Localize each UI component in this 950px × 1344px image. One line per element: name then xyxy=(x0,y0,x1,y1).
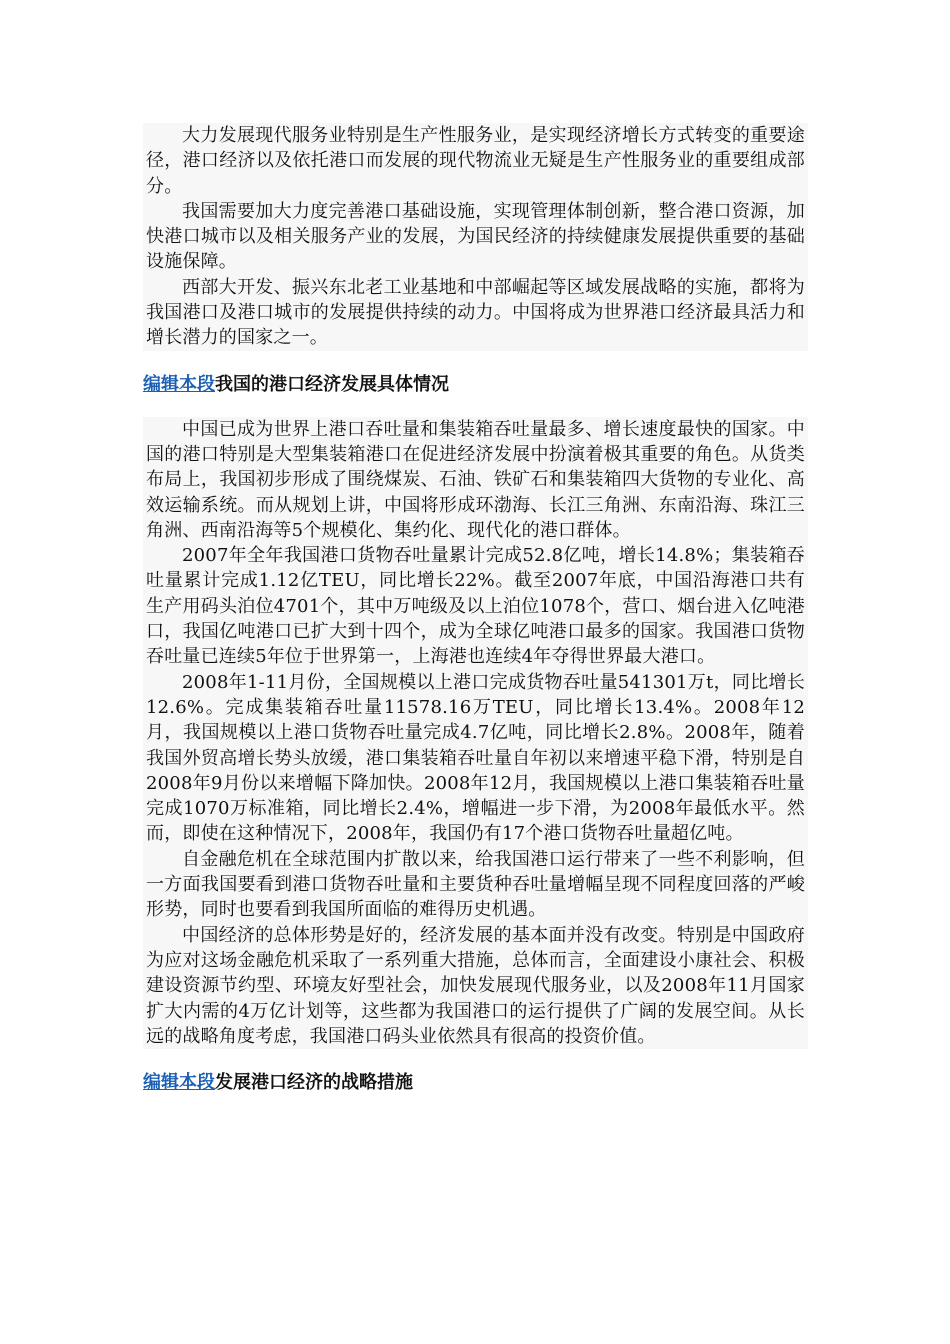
paragraph: 2007年全年我国港口货物吞吐量累计完成52.8亿吨，增长14.8%；集装箱吞吐量累计完成1.12亿TEU，同比增长22%。截至2007年底，中国沿海港口共有生产用码头泊位4701个，其中万吨级及以上泊位1078个，营口、烟台进入亿吨港口，我国亿吨港口已扩大到十四个，成为全球亿吨港口最多的国家。我国港口货物吞吐量已连续5年位于世界第一，上海港也连续4年夺得世界最大港口。 xyxy=(146,545,805,668)
section-title: 发展港口经济的战略措施 xyxy=(215,1072,413,1094)
section-heading-port-economy-status xyxy=(143,372,808,397)
paragraph: 西部大开发、振兴东北老工业基地和中部崛起等区域发展战略的实施，都将为我国港口及港口城市的发展提供持续的动力。中国将成为世界港口经济最具活力和增长潜力的国家之一。 xyxy=(146,276,805,349)
paragraph: 自金融危机在全球范围内扩散以来，给我国港口运行带来了一些不利影响，但一方面我国要看到港口货物吞吐量和主要货种吞吐量增幅呈现不同程度回落的严峻形势，同时也要看到我国所面临的难得历史机遇。 xyxy=(146,848,805,921)
paragraph: 我国需要加大力度完善港口基础设施，实现管理体制创新，整合港口资源，加快港口城市以及相关服务产业的发展，为国民经济的持续健康发展提供重要的基础设施保障。 xyxy=(146,200,805,273)
spacer xyxy=(143,1049,808,1070)
paragraph: 大力发展现代服务业特别是生产性服务业，是实现经济增长方式转变的重要途径，港口经济以及依托港口而发展的现代物流业无疑是生产性服务业的重要组成部分。 xyxy=(146,125,805,197)
article-column xyxy=(143,123,808,1095)
paragraph: 中国经济的总体形势是好的，经济发展的基本面并没有改变。特别是中国政府为应对这场金融危机采取了一系列重大措施，总体而言，全面建设小康社会、积极建设资源节约型、环境友好型社会，加快发展现代服务业，以及2008年11月国家扩大内需的4万亿计划等，这些都为我国港口的运行提供了广阔的发展空间。从长远的战略角度考虑，我国港口码头业依然具有很高的投资价值。 xyxy=(146,924,805,1047)
spacer xyxy=(143,351,808,372)
section-title: 我国的港口经济发展具体情况 xyxy=(215,373,449,395)
edit-section-link[interactable]: 编辑本段 xyxy=(143,1072,215,1094)
edit-section-link[interactable]: 编辑本段 xyxy=(143,373,215,395)
paragraph: 中国已成为世界上港口吞吐量和集装箱吞吐量最多、增长速度最快的国家。中国的港口特别是大型集装箱港口在促进经济发展中扮演着极其重要的角色。从货类布局上，我国初步形成了围绕煤炭、石油、铁矿石和集装箱四大货物的专业化、高效运输系统。而从规划上讲，中国将形成环渤海、长江三角洲、东南沿海、珠江三角洲、西南沿海等5个规模化、集约化、现代化的港口群体。 xyxy=(146,418,805,541)
paragraph: 2008年1-11月份，全国规模以上港口完成货物吞吐量541301万t，同比增长12.6%。完成集装箱吞吐量11578.16万TEU，同比增长13.4%。2008年12月，我国规模以上港口货物吞吐量完成4.7亿吨，同比增长2.8%。2008年，随着我国外贸高增长势头放缓，港口集装箱吞吐量自年初以来增速平稳下滑，特别是自2008年9月份以来增幅下降加快。2008年12月，我国规模以上港口集装箱吞吐量完成1070万标准箱，同比增长2.4%，增幅进一步下滑，为2008年最低水平。然而，即使在这种情况下，2008年，我国仍有17个港口货物吞吐量超亿吨。 xyxy=(146,671,805,845)
section-heading-strategy xyxy=(143,1070,808,1095)
section-intro xyxy=(143,123,808,351)
section-port-economy-status xyxy=(143,417,808,1049)
spacer xyxy=(143,397,808,417)
